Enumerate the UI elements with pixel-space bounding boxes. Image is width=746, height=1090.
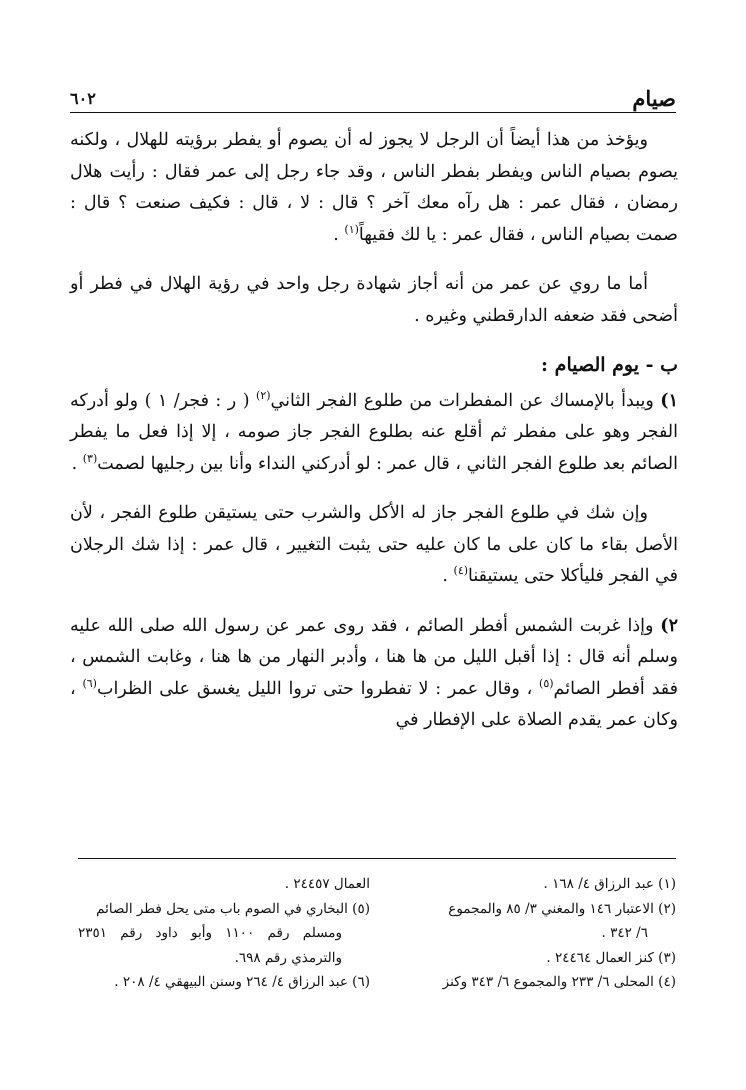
numbered-item-2: ٢) وإذا غربت الشمس أفطر الصائم ، فقد روى عمر عن رسول الله صلى الله عليه وسلم أنه قال : إذا أقبل الليل من ها هنا ، وأدبر النهار من ها هنا ، وغابت الشمس ، فقد أفطر الصائم$^{(٥)}$ ، وقال عمر : لا تفطروا حتى تروا الليل يغسق على الظراب$^{(٦)}$ ، وكان عمر يقدم الصلاة على الإفطار في	[70, 615, 678, 730]
footnote-ref-4: (٤)	[453, 564, 469, 578]
footnote: (٣) كنز العمال ٢٤٤٦٤ .	[546, 949, 676, 966]
footnote: (٢) الاعتبار ١٤٦ والمغني ٣/ ٨٥ والمجموع ٦/ ٣٤٢ .	[448, 900, 676, 941]
footnote-ref-6: (٦)	[82, 676, 97, 690]
footnotes-left-column	[78, 872, 370, 995]
footnote-ref-2: (٢)	[256, 388, 271, 402]
page-number: ٦٠٢	[70, 89, 96, 108]
footnote-ref-5: (٥)	[539, 676, 554, 690]
footnote-ref-3: (٣)	[82, 451, 98, 465]
footnote: العمال ٢٤٤٥٧ .	[284, 876, 370, 892]
section-heading: ب - يوم الصيام :	[541, 354, 678, 376]
numbered-item-1: ١) ويبدأ بالإمساك عن المفطرات من طلوع الفجر الثاني$^{(٢)}$ ( ر : فجر/ ١ ) ولو أدركه الفجر وهو على مفطر ثم أقلع عنه بطلوع الفجر جاز صومه ، إلا إذا فعل ما يفطر الصائم بعد طلوع الفجر الثاني ، قال عمر : لو أدركني النداء وأنا بين رجليها لصمت$^{(٣)}$ .	[70, 388, 678, 474]
paragraph-3: وإن شك في طلوع الفجر جاز له الأكل والشرب حتى يستيقن طلوع الفجر ، لأن الأصل بقاء ما كان على ما كان عليه حتى يثبت التغيير ، قال عمر : إذا شك الرجلان في الفجر فليأكلا حتى يستيقنا$^{(٤)}$ .	[70, 503, 678, 586]
item-number: ١)	[660, 390, 678, 411]
footnote-ref-1: (١)	[344, 222, 359, 236]
header-title: صيام	[632, 86, 676, 111]
paragraph-1: ويؤخذ من هذا أيضاً أن الرجل لا يجوز له أن يصوم أو يفطر برؤيته للهلال ، ولكنه يصوم بصيام الناس ويفطر بفطر الناس ، وقد جاء رجل إلى عمر فقال : رأيت هلال رمضان ، فقال عمر : هل رآه معك آخر ؟ قال : لا ، قال : فكيف صنعت ؟ قال : صمت بصيام الناس ، فقال عمر : يا لك فقيهاً$^{(١)}$ .	[70, 130, 678, 245]
footnotes-right-column	[384, 872, 676, 995]
footnote: (١) عبد الرزاق ٤/ ١٦٨ .	[543, 876, 676, 892]
running-header	[70, 80, 676, 113]
paragraph-2: أما ما روي عن عمر من أنه أجاز شهادة رجل واحد في رؤية الهلال في فطر أو أضحى فقد ضعفه الدارقطني وغيره .	[70, 274, 678, 326]
footnote-separator	[78, 858, 676, 859]
footnote: (٥) البخاري في الصوم باب متى يحل فطر الصائم ومسلم رقم ١١٠٠ وأبو داود رقم ٢٣٥١ والترمذي رقم ٦٩٨.	[78, 900, 370, 966]
footnote: (٦) عبد الرزاق ٤/ ٢٦٤ وسنن البيهقي ٤/ ٢٠٨ .	[114, 974, 370, 990]
footnote: (٤) المحلى ٦/ ٢٣٣ والمجموع ٦/ ٣٤٣ وكنز	[442, 974, 676, 990]
main-text	[70, 125, 678, 745]
item-number: ٢)	[660, 615, 678, 636]
